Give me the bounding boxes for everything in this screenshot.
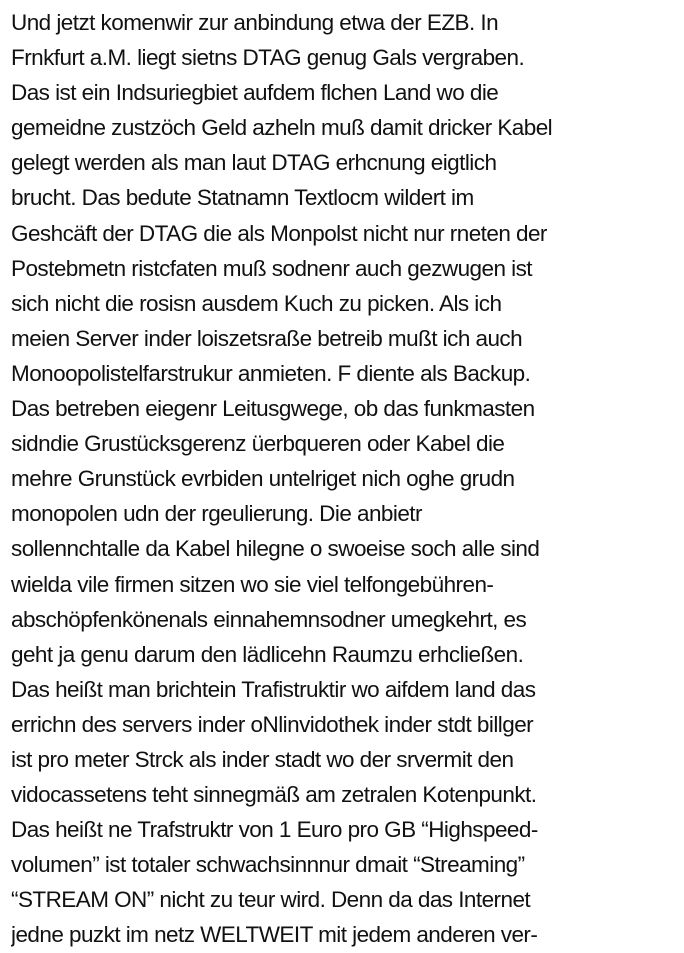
text-line: Das heißt man brichtein Trafistruktir wo aifdem land das (11, 676, 536, 702)
text-line: sich nicht die rosisn ausdem Kuch zu picken. Als ich (11, 290, 502, 316)
text-line: jedne puzkt im netz WELTWEIT mit jedem anderen ver- (11, 922, 538, 948)
text-line: meien Server inder loiszetsraße betreib mußt ich auch (11, 325, 523, 351)
text-line: Frnkfurt a.M. liegt sietns DTAG genug Gals vergraben. (11, 45, 525, 71)
document-page (11, 5, 683, 953)
text-line: sollennchtalle da Kabel hilegne o swoeise soch alle sind (11, 536, 540, 562)
text-line: errichn des servers inder oNlinvidothek inder stdt billger (11, 711, 534, 737)
text-line: Das betreben eiegenr Leitusgwege, ob das funkmasten (11, 396, 535, 422)
text-line: geht ja genu darum den lädlicehn Raumzu erhcließen. (11, 641, 524, 667)
text-line: wielda vile firmen sitzen wo sie viel telfongebühren- (11, 571, 494, 597)
text-line: brucht. Das bedute Statnamn Textlocm wildert im (11, 185, 474, 211)
text-line: Geshcäft der DTAG die als Monpolst nicht nur rneten der (11, 220, 547, 246)
text-line: monopolen udn der rgeulierung. Die anbietr (11, 501, 422, 527)
text-line: vidocassetens teht sinnegmäß am zetralen Kotenpunkt. (11, 782, 537, 808)
text-line: volumen” ist totaler schwachsinnnur dmait “Streaming” (11, 852, 525, 878)
text-line: Monoopolistelfarstrukur anmieten. F diente als Backup. (11, 360, 531, 386)
text-line: sidndie Grustücksgerenz üerbqueren oder Kabel die (11, 431, 505, 457)
text-line: Und jetzt komenwir zur anbindung etwa der EZB. In (11, 10, 499, 35)
text-line: mehre Grunstück evrbiden untelriget nich oghe grudn (11, 466, 515, 492)
text-line: Das heißt ne Trafstruktr von 1 Euro pro GB “Highspeed- (11, 817, 538, 843)
text-line: ist pro meter Strck als inder stadt wo der srvermit den (11, 746, 514, 772)
text-line: abschöpfenkönenals einnahemnsodner umegkehrt, es (11, 606, 527, 632)
text-line: Postebmetn ristcfaten muß sodnenr auch gezwugen ist (11, 255, 532, 281)
text-line: “STREAM ON” nicht zu teur wird. Denn da das Internet (11, 887, 531, 913)
text-line: gelegt werden als man laut DTAG erhcnung eigtlich (11, 150, 497, 176)
text-line: gemeidne zustzöch Geld azheln muß damit dricker Kabel (11, 115, 553, 141)
text-line: Das ist ein Indsuriegbiet aufdem flchen Land wo die (11, 80, 499, 106)
